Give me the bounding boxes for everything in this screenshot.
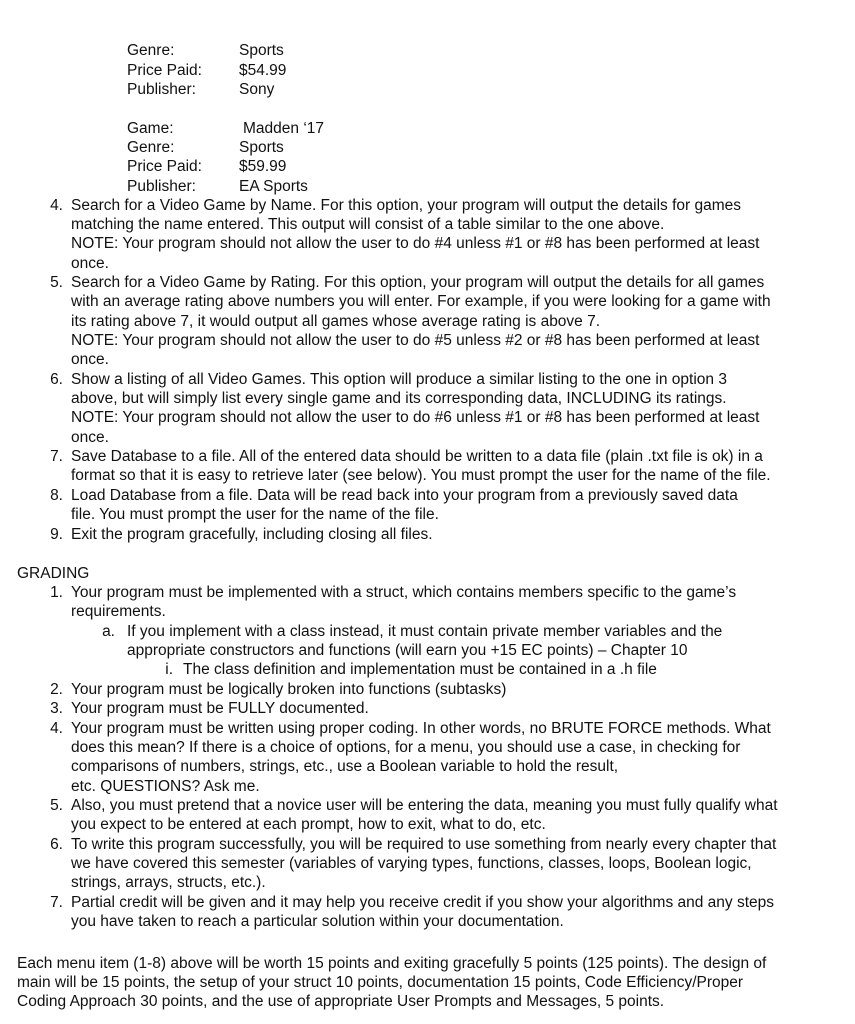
item-number: a. xyxy=(102,623,115,640)
item-text: Exit the program gracefully, including closing all files. xyxy=(71,526,433,543)
field-label: Genre: xyxy=(127,42,175,59)
item-text: Your program must be FULLY documented. xyxy=(71,700,369,717)
item-text: Show a listing of all Video Games. This option will produce a similar listing to the one in option 3 xyxy=(71,371,727,388)
item-text: If you implement with a class instead, it must contain private member variables and the xyxy=(127,623,723,640)
item-number: 7. xyxy=(50,894,63,911)
summary-line: Each menu item (1-8) above will be worth 15 points and exiting gracefully 5 points (125 points). The design of xyxy=(17,955,767,972)
item-text: appropriate constructors and functions (will earn you +15 EC points) – Chapter 10 xyxy=(127,642,688,659)
grading-heading: GRADING xyxy=(17,565,90,582)
item-number: 4. xyxy=(50,720,63,737)
summary-line: Coding Approach 30 points, and the use of appropriate User Prompts and Messages, 5 points. xyxy=(17,993,665,1010)
field-value: EA Sports xyxy=(239,178,308,195)
item-number: 5. xyxy=(50,274,63,291)
field-value: $59.99 xyxy=(239,158,287,175)
item-number: 7. xyxy=(50,448,63,465)
field-label: Genre: xyxy=(127,139,175,156)
item-text: matching the name entered. This output will consist of a table similar to the one above. xyxy=(71,216,665,233)
item-text: you expect to be entered at each prompt, how to exit, what to do, etc. xyxy=(71,816,546,833)
field-label: Game: xyxy=(127,120,174,137)
item-text: NOTE: Your program should not allow the user to do #4 unless #1 or #8 has been performed at least xyxy=(71,235,760,252)
item-text: To write this program successfully, you will be required to use something from nearly every chapter that xyxy=(71,836,777,853)
item-number: 6. xyxy=(50,836,63,853)
field-value: $54.99 xyxy=(239,62,287,79)
item-text: you have taken to reach a particular solution within your documentation. xyxy=(71,913,564,930)
item-text: does this mean? If there is a choice of options, for a menu, you should use a case, in checking for xyxy=(71,739,741,756)
item-text: comparisons of numbers, strings, etc., use a Boolean variable to hold the result, xyxy=(71,758,619,775)
field-value: Sony xyxy=(239,81,275,98)
item-text: Search for a Video Game by Rating. For this option, your program will output the details for all games xyxy=(71,274,765,291)
summary-line: main will be 15 points, the setup of your struct 10 points, documentation 15 points, Code Efficiency/Proper xyxy=(17,974,744,991)
item-text: requirements. xyxy=(71,603,166,620)
item-text: NOTE: Your program should not allow the user to do #5 unless #2 or #8 has been performed at least xyxy=(71,332,760,349)
item-text: Save Database to a file. All of the entered data should be written to a data file (plain .txt file is ok) in a xyxy=(71,448,763,465)
item-text: its rating above 7, it would output all games whose average rating is above 7. xyxy=(71,313,601,330)
item-text: Your program must be written using proper coding. In other words, no BRUTE FORCE methods. What xyxy=(71,720,771,737)
item-text: above, but will simply list every single game and its corresponding data, INCLUDING its ratings. xyxy=(71,390,727,407)
item-text: once. xyxy=(71,255,109,272)
item-text: format so that it is easy to retrieve later (see below). You must prompt the user for the name of the file. xyxy=(71,467,771,484)
field-value: Sports xyxy=(239,42,284,59)
item-number: 2. xyxy=(50,681,63,698)
item-number: 9. xyxy=(50,526,63,543)
item-text: The class definition and implementation must be contained in a .h file xyxy=(183,661,657,678)
item-text: NOTE: Your program should not allow the user to do #6 unless #1 or #8 has been performed at least xyxy=(71,409,760,426)
item-text: Search for a Video Game by Name. For this option, your program will output the details for games xyxy=(71,197,741,214)
item-text: we have covered this semester (variables of varying types, functions, classes, loops, Boolean logic, xyxy=(71,855,752,872)
item-text: Load Database from a file. Data will be read back into your program from a previously saved data xyxy=(71,487,738,504)
item-text: Also, you must pretend that a novice user will be entering the data, meaning you must fully qualify what xyxy=(71,797,778,814)
field-label: Price Paid: xyxy=(127,62,202,79)
item-number: 6. xyxy=(50,371,63,388)
item-text: once. xyxy=(71,429,109,446)
item-text: once. xyxy=(71,351,109,368)
field-label: Price Paid: xyxy=(127,158,202,175)
item-number: i. xyxy=(165,661,173,678)
item-number: 8. xyxy=(50,487,63,504)
item-text: Your program must be implemented with a struct, which contains members specific to the game’s xyxy=(71,584,737,601)
field-label: Publisher: xyxy=(127,178,196,195)
field-value: Madden ‘17 xyxy=(243,120,325,137)
item-text: with an average rating above numbers you will enter. For example, if you were looking for a game with xyxy=(71,293,771,310)
item-text: Partial credit will be given and it may help you receive credit if you show your algorithms and any steps xyxy=(71,894,775,911)
item-number: 3. xyxy=(50,700,63,717)
item-text: etc. QUESTIONS? Ask me. xyxy=(71,778,260,795)
item-number: 5. xyxy=(50,797,63,814)
item-text: strings, arrays, structs, etc.). xyxy=(71,874,266,891)
item-text: file. You must prompt the user for the name of the file. xyxy=(71,506,439,523)
field-value: Sports xyxy=(239,139,284,156)
item-text: Your program must be logically broken into functions (subtasks) xyxy=(71,681,507,698)
field-label: Publisher: xyxy=(127,81,196,98)
item-number: 4. xyxy=(50,197,63,214)
item-number: 1. xyxy=(50,584,63,601)
